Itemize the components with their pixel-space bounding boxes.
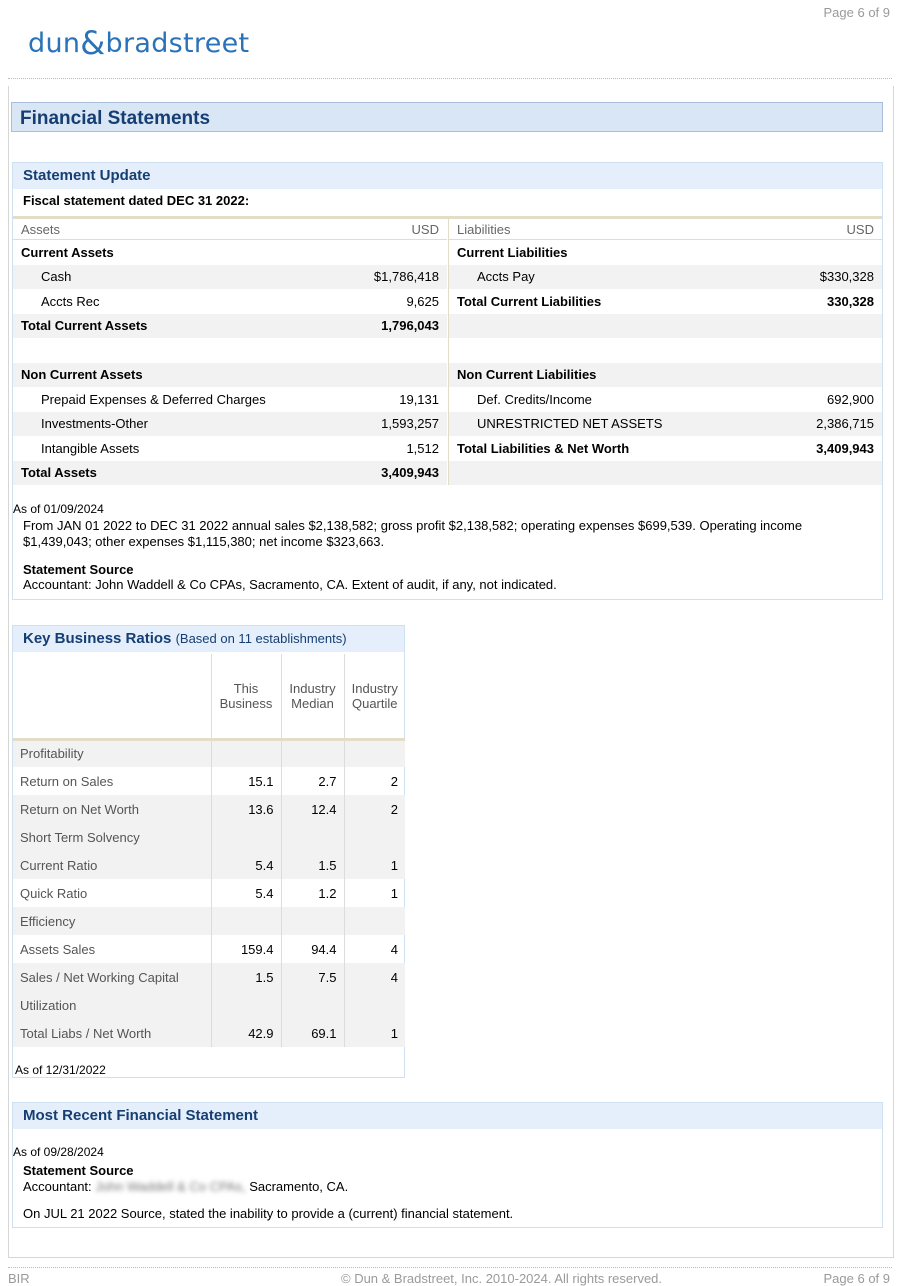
ratio-industry-quartile: 4 [344,935,405,963]
liabilities-row-label: Non Current Liabilities [457,367,597,383]
liabilities-row [449,461,882,486]
page-number: Page 6 of 9 [823,5,890,20]
assets-row [13,461,447,486]
liabilities-row [449,240,882,265]
statement-update-title: Statement Update [13,163,882,189]
company-logo [28,22,249,60]
liabilities-row [449,289,882,314]
assets-row-label: Total Assets [21,465,97,481]
statement-source-title: Statement Source [23,562,134,577]
liabilities-row-value: $330,328 [819,269,874,285]
assets-row-value: 19,131 [399,391,439,407]
liabilities-row-label: UNRESTRICTED NET ASSETS [477,416,663,432]
ratio-industry-median [281,907,344,935]
recent-as-of: As of 09/28/2024 [13,1145,104,1159]
ratio-industry-quartile: 1 [344,851,405,879]
recent-note: On JUL 21 2022 Source, stated the inability to provide a (current) financial statement. [23,1206,514,1221]
assets-row [13,240,447,265]
footer-page-number: Page 6 of 9 [823,1271,890,1286]
ratios-title-text: Key Business Ratios [23,630,172,647]
ratio-row [13,1019,405,1047]
liabilities-row-value: 692,900 [827,391,874,407]
recent-source-line [23,1179,348,1194]
ratio-label: Assets Sales [20,941,96,957]
statement-update-panel [12,162,883,600]
col-this-business: This Business [211,654,281,739]
ratio-this-business: 5.4 [211,879,281,907]
ratio-label: Short Term Solvency [13,823,211,851]
ratio-label: Return on Sales [20,773,114,789]
ratio-this-business: 159.4 [211,935,281,963]
ratio-row [13,935,405,963]
recent-title: Most Recent Financial Statement [13,1103,882,1129]
ratio-category-row [13,739,405,767]
assets-currency: USD [411,221,439,237]
ratio-this-business [211,823,281,851]
ratio-label: Efficiency [13,907,211,935]
assets-row [13,387,447,412]
liabilities-row [449,363,882,388]
ratio-row [13,851,405,879]
ratio-this-business [211,991,281,1019]
assets-header-label: Assets [21,221,61,237]
liabilities-row-label: Current Liabilities [457,244,568,260]
ratio-label: Sales / Net Working Capital [13,963,211,991]
ratio-this-business [211,739,281,767]
ratio-industry-median [281,823,344,851]
ratio-industry-median: 1.2 [281,879,344,907]
assets-row-label: Prepaid Expenses & Deferred Charges [41,391,266,407]
ratios-table [13,654,405,1047]
footer-copyright: © Dun & Bradstreet, Inc. 2010-2024. All rights reserved. [341,1271,663,1286]
liabilities-column [448,219,882,485]
ratio-this-business: 15.1 [211,767,281,795]
assets-row-label: Cash [41,269,72,285]
ratio-industry-quartile [344,907,405,935]
ratio-row [13,963,405,991]
recent-source-redacted: John Waddell & Co CPAs, [95,1179,246,1194]
assets-row [13,289,447,314]
key-business-ratios-panel [12,625,405,1078]
ratio-this-business [211,907,281,935]
ratio-industry-quartile [344,823,405,851]
ratio-industry-quartile: 4 [344,963,405,991]
liabilities-row-value: 330,328 [827,293,874,309]
ratios-table-header [13,654,405,739]
ratio-category-row [13,823,405,851]
assets-row-value: 1,512 [406,440,439,456]
liabilities-row [449,412,882,437]
assets-row [13,412,447,437]
ratio-industry-quartile: 1 [344,1019,405,1047]
ratio-label: Quick Ratio [20,885,88,901]
recent-source-title: Statement Source [23,1163,134,1178]
assets-header [13,219,447,240]
assets-row-label: Non Current Assets [21,367,143,383]
assets-row-label: Total Current Assets [21,318,148,334]
col-industry-median: Industry Median [281,654,344,739]
ratio-industry-quartile: 2 [344,767,405,795]
ratio-industry-quartile [344,991,405,1019]
liabilities-row [449,338,882,363]
liabilities-row-label: Total Current Liabilities [457,293,602,309]
liabilities-header [449,219,882,240]
assets-row [13,436,447,461]
liabilities-currency: USD [846,221,874,237]
header-divider [8,78,892,79]
assets-row-label: Intangible Assets [41,440,140,456]
liabilities-row [449,265,882,290]
ratios-title [13,626,404,652]
ratio-this-business: 42.9 [211,1019,281,1047]
ratio-this-business: 13.6 [211,795,281,823]
assets-row-value: 1,593,257 [381,416,439,432]
ratio-industry-median: 2.7 [281,767,344,795]
liabilities-row [449,436,882,461]
ratios-header-blank [13,654,211,739]
assets-row-value: 1,796,043 [381,318,439,334]
liabilities-row-label: Def. Credits/Income [477,391,592,407]
liabilities-row-value: 3,409,943 [816,440,874,456]
logo-text-right: bradstreet [105,28,250,59]
ratio-industry-median: 94.4 [281,935,344,963]
ratio-label: Return on Net Worth [13,795,211,823]
ratio-this-business: 1.5 [211,963,281,991]
ratio-industry-median: 1.5 [281,851,344,879]
ratio-this-business: 5.4 [211,851,281,879]
ratio-industry-median [281,739,344,767]
statement-source-text: Accountant: John Waddell & Co CPAs, Sacramento, CA. Extent of audit, if any, not indicated. [23,577,557,592]
assets-row-value: 3,409,943 [381,465,439,481]
ratios-subtitle: (Based on 11 establishments) [175,631,347,646]
statement-as-of: As of 01/09/2024 [13,502,104,516]
ratio-label: Profitability [13,739,211,767]
ratio-row [13,767,405,795]
liabilities-header-label: Liabilities [457,221,511,237]
liabilities-row [449,314,882,339]
most-recent-statement-panel [12,1102,883,1228]
ratio-industry-median: 69.1 [281,1019,344,1047]
logo-text-left: dun [28,28,81,59]
ratio-row [13,795,405,823]
ratio-row [13,879,405,907]
ratio-industry-median: 12.4 [281,795,344,823]
assets-row-value: 9,625 [406,293,439,309]
ratio-label: Total Liabs / Net Worth [13,1019,211,1047]
ratio-category-row [13,907,405,935]
logo-ampersand: & [80,24,106,62]
assets-row-label: Investments-Other [41,416,148,432]
fiscal-statement-label: Fiscal statement dated DEC 31 2022: [23,193,250,208]
footer-report-code: BIR [8,1271,30,1286]
assets-row [13,338,447,363]
col-industry-quartile: Industry Quartile [344,654,405,739]
assets-row [13,363,447,388]
liabilities-row-value: 2,386,715 [816,416,874,432]
section-title: Financial Statements [11,102,883,132]
ratio-industry-median: 7.5 [281,963,344,991]
ratio-industry-quartile [344,739,405,767]
assets-column [13,219,447,485]
recent-source-prefix: Accountant: [23,1179,92,1194]
statement-summary: From JAN 01 2022 to DEC 31 2022 annual sales $2,138,582; gross profit $2,138,582; operating expenses $699,539. Operating income $1,439,043; other expenses $1,115,380; net income $323,663. [23,518,803,549]
assets-row-label: Accts Rec [41,293,100,309]
assets-row-label: Current Assets [21,244,114,260]
recent-source-suffix: Sacramento, CA. [249,1179,349,1194]
assets-row-value: $1,786,418 [373,269,439,285]
ratio-label: Utilization [13,991,211,1019]
liabilities-row [449,387,882,412]
ratio-industry-quartile: 1 [344,879,405,907]
ratio-industry-median [281,991,344,1019]
liabilities-row-label: Total Liabilities & Net Worth [457,440,630,456]
assets-row [13,265,447,290]
ratio-label: Current Ratio [13,851,211,879]
ratio-category-row [13,991,405,1019]
liabilities-row-label: Accts Pay [477,269,535,285]
ratio-industry-quartile: 2 [344,795,405,823]
ratios-as-of: As of 12/31/2022 [15,1063,106,1077]
assets-row [13,314,447,339]
footer-divider [8,1267,892,1268]
